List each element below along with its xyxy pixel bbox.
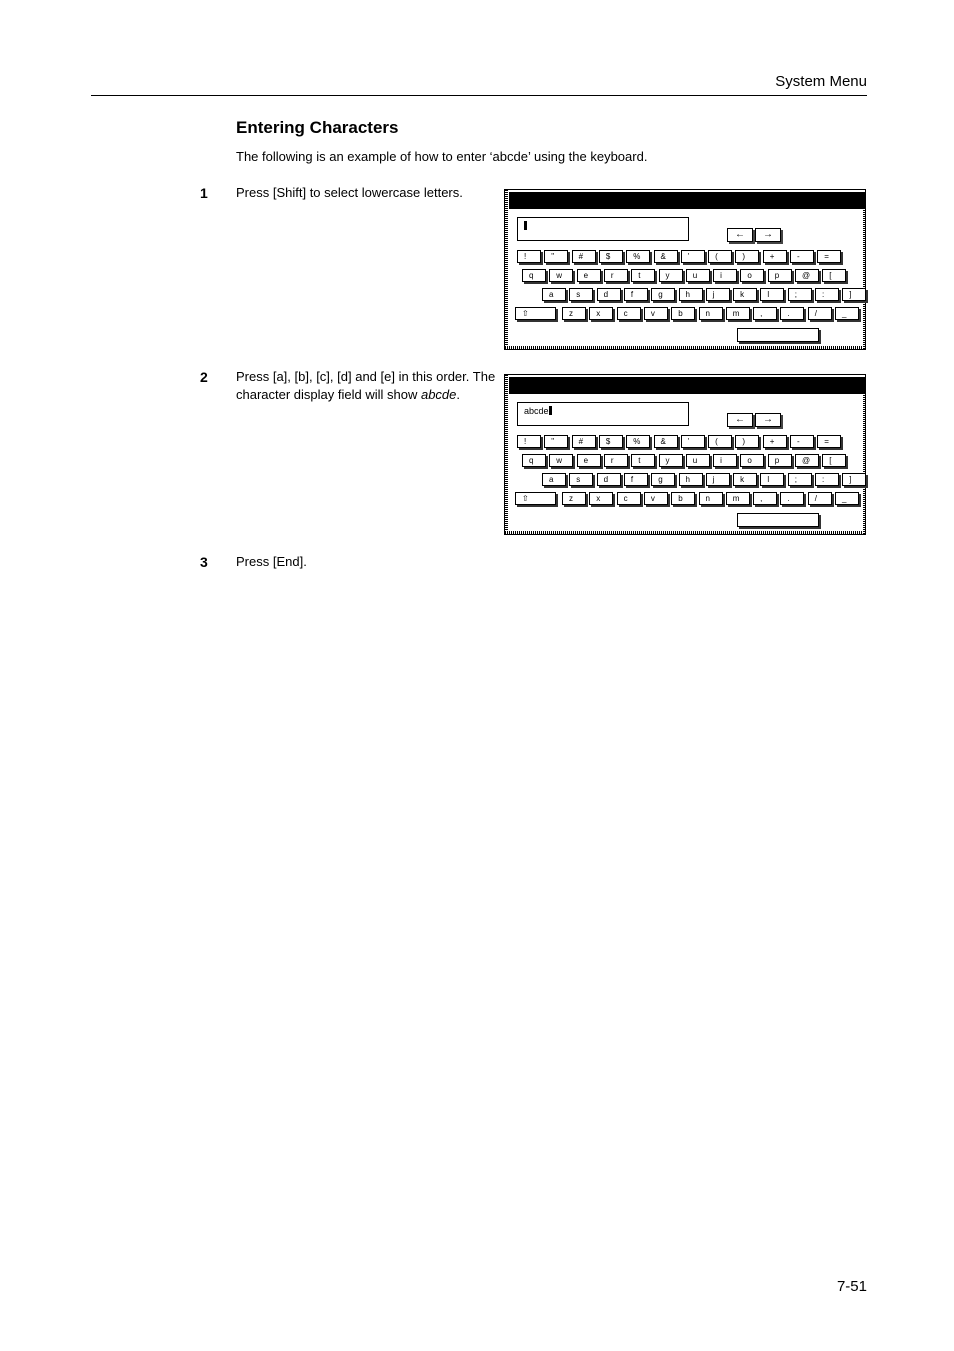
step-3-text: Press [End]. bbox=[236, 554, 307, 569]
keyboard-key[interactable]: p bbox=[768, 269, 792, 282]
keyboard-key[interactable]: n bbox=[699, 307, 723, 320]
keyboard-key[interactable]: r bbox=[604, 269, 628, 282]
keyboard-key[interactable]: & bbox=[654, 435, 678, 448]
keyboard-key[interactable]: b bbox=[671, 307, 695, 320]
keyboard-key[interactable]: _ bbox=[835, 307, 859, 320]
keyboard-key[interactable]: & bbox=[654, 250, 678, 263]
keyboard-key[interactable]: m bbox=[726, 307, 750, 320]
keyboard-key[interactable]: x bbox=[589, 307, 613, 320]
keyboard-key[interactable]: e bbox=[577, 454, 601, 467]
keyboard-key[interactable]: , bbox=[753, 492, 777, 505]
step-2-number: 2 bbox=[200, 369, 208, 385]
step-2-text bbox=[236, 368, 498, 404]
keyboard-key[interactable]: b bbox=[671, 492, 695, 505]
end-button[interactable] bbox=[737, 328, 819, 342]
keyboard-key[interactable]: [ bbox=[822, 269, 846, 282]
screen-title-bar bbox=[509, 192, 865, 209]
keyboard-key[interactable]: $ bbox=[599, 435, 623, 448]
keyboard-key[interactable]: d bbox=[597, 288, 621, 301]
keyboard-key[interactable]: % bbox=[626, 250, 650, 263]
page-header-title: System Menu bbox=[775, 73, 867, 90]
keyboard-key[interactable]: - bbox=[790, 250, 814, 263]
keyboard-key[interactable]: " bbox=[544, 250, 568, 263]
keyboard-key[interactable]: o bbox=[740, 269, 764, 282]
screen-title-bar bbox=[509, 377, 865, 394]
keyboard-key[interactable]: , bbox=[753, 307, 777, 320]
keyboard-key[interactable]: ; bbox=[788, 473, 812, 486]
keyboard-key[interactable]: : bbox=[815, 473, 839, 486]
keyboard-key[interactable]: = bbox=[817, 435, 841, 448]
keyboard-key[interactable]: ] bbox=[842, 473, 866, 486]
keyboard-key[interactable]: . bbox=[780, 492, 804, 505]
keyboard-key[interactable]: t bbox=[631, 454, 655, 467]
step-1-text: Press [Shift] to select lowercase letters. bbox=[236, 185, 463, 200]
character-display-field[interactable] bbox=[517, 402, 689, 426]
keyboard-key[interactable]: i bbox=[713, 269, 737, 282]
page-number: 7-51 bbox=[836, 1278, 867, 1295]
cursor-right-button[interactable]: → bbox=[755, 413, 781, 427]
keyboard-key[interactable]: h bbox=[679, 288, 703, 301]
keyboard-key[interactable]: / bbox=[808, 307, 832, 320]
keyboard-key[interactable]: c bbox=[617, 307, 641, 320]
shift-key[interactable]: ⇧ bbox=[515, 307, 556, 320]
keyboard-key[interactable]: @ bbox=[795, 454, 819, 467]
keyboard-key[interactable]: w bbox=[549, 454, 573, 467]
keyboard-key[interactable]: [ bbox=[822, 454, 846, 467]
keyboard-key[interactable]: # bbox=[572, 250, 596, 263]
keyboard-key[interactable]: " bbox=[544, 435, 568, 448]
keyboard-key[interactable]: l bbox=[760, 473, 784, 486]
keyboard-key[interactable]: ] bbox=[842, 288, 866, 301]
keyboard-key[interactable]: z bbox=[562, 492, 586, 505]
keyboard-key[interactable]: % bbox=[626, 435, 650, 448]
keyboard-key[interactable]: c bbox=[617, 492, 641, 505]
keyboard-key[interactable]: y bbox=[659, 269, 683, 282]
keyboard-key[interactable]: a bbox=[542, 288, 566, 301]
keyboard-key[interactable]: # bbox=[572, 435, 596, 448]
screen-border-dotted bbox=[505, 531, 865, 534]
keyboard-key[interactable]: + bbox=[763, 435, 787, 448]
keyboard-key[interactable]: u bbox=[686, 454, 710, 467]
keyboard-key[interactable]: d bbox=[597, 473, 621, 486]
keyboard-key[interactable]: y bbox=[659, 454, 683, 467]
end-button[interactable] bbox=[737, 513, 819, 527]
keyboard-screen-2 bbox=[504, 374, 866, 535]
keyboard-key[interactable]: t bbox=[631, 269, 655, 282]
keyboard-key[interactable]: n bbox=[699, 492, 723, 505]
keyboard-key[interactable]: m bbox=[726, 492, 750, 505]
screen-border-dotted bbox=[505, 375, 508, 534]
keyboard-key[interactable]: v bbox=[644, 307, 668, 320]
keyboard-key[interactable]: s bbox=[569, 288, 593, 301]
section-title: Entering Characters bbox=[236, 118, 399, 137]
keyboard-key[interactable]: f bbox=[624, 288, 648, 301]
keyboard-key[interactable]: $ bbox=[599, 250, 623, 263]
keyboard-key[interactable]: ) bbox=[735, 250, 759, 263]
keyboard-key[interactable]: ! bbox=[517, 250, 541, 263]
keyboard-key[interactable]: u bbox=[686, 269, 710, 282]
keyboard-key[interactable]: : bbox=[815, 288, 839, 301]
cursor-left-button[interactable]: ← bbox=[727, 413, 753, 427]
keyboard-key[interactable]: j bbox=[706, 288, 730, 301]
keyboard-key[interactable]: . bbox=[780, 307, 804, 320]
screen-border-dotted bbox=[505, 346, 865, 349]
step-2-text-main: Press [a], [b], [c], [d] and [e] in this order. The character display field will show bbox=[236, 369, 496, 402]
keyboard-key[interactable]: ; bbox=[788, 288, 812, 301]
keyboard-key[interactable]: g bbox=[651, 288, 675, 301]
keyboard-key[interactable]: ' bbox=[681, 435, 705, 448]
cursor-right-button[interactable]: → bbox=[755, 228, 781, 242]
keyboard-key[interactable]: z bbox=[562, 307, 586, 320]
header-rule bbox=[91, 95, 867, 96]
text-cursor bbox=[549, 406, 552, 415]
keyboard-key[interactable]: = bbox=[817, 250, 841, 263]
screen-border-dotted bbox=[863, 394, 865, 534]
keyboard-key[interactable]: k bbox=[733, 473, 757, 486]
keyboard-key[interactable]: v bbox=[644, 492, 668, 505]
keyboard-screen-1 bbox=[504, 189, 866, 350]
step-2-text-emphasis: abcde bbox=[420, 387, 457, 402]
keyboard-key[interactable]: l bbox=[760, 288, 784, 301]
keyboard-key[interactable]: ) bbox=[735, 435, 759, 448]
keyboard-key[interactable]: r bbox=[604, 454, 628, 467]
keyboard-key[interactable]: - bbox=[790, 435, 814, 448]
keyboard-key[interactable]: x bbox=[589, 492, 613, 505]
keyboard-key[interactable]: + bbox=[763, 250, 787, 263]
keyboard-key[interactable]: e bbox=[577, 269, 601, 282]
keyboard-key[interactable]: a bbox=[542, 473, 566, 486]
keyboard-key[interactable]: / bbox=[808, 492, 832, 505]
text-cursor bbox=[524, 221, 527, 230]
keyboard-key[interactable]: ! bbox=[517, 435, 541, 448]
keyboard-key[interactable]: ( bbox=[708, 435, 732, 448]
keyboard-key[interactable]: @ bbox=[795, 269, 819, 282]
keyboard-key[interactable]: q bbox=[522, 454, 546, 467]
section-intro: The following is an example of how to enter ‘abcde’ using the keyboard. bbox=[236, 149, 648, 164]
keyboard-key[interactable]: ' bbox=[681, 250, 705, 263]
step-1-number: 1 bbox=[200, 185, 208, 201]
screen-border-dotted bbox=[505, 190, 508, 349]
keyboard-key[interactable]: p bbox=[768, 454, 792, 467]
keyboard-key[interactable]: j bbox=[706, 473, 730, 486]
cursor-left-button[interactable]: ← bbox=[727, 228, 753, 242]
keyboard-key[interactable]: i bbox=[713, 454, 737, 467]
keyboard-key[interactable]: w bbox=[549, 269, 573, 282]
step-3-number: 3 bbox=[200, 554, 208, 570]
keyboard-key[interactable]: ( bbox=[708, 250, 732, 263]
step-2-text-end: . bbox=[456, 387, 461, 402]
character-display-field[interactable] bbox=[517, 217, 689, 241]
screen-border-dotted bbox=[863, 209, 865, 349]
keyboard-key[interactable]: h bbox=[679, 473, 703, 486]
keyboard-key[interactable]: o bbox=[740, 454, 764, 467]
display-text: abcde bbox=[524, 406, 549, 416]
keyboard-key[interactable]: k bbox=[733, 288, 757, 301]
keyboard-key[interactable]: f bbox=[624, 473, 648, 486]
keyboard-key[interactable]: _ bbox=[835, 492, 859, 505]
keyboard-key[interactable]: q bbox=[522, 269, 546, 282]
shift-key[interactable]: ⇧ bbox=[515, 492, 556, 505]
keyboard-key[interactable]: s bbox=[569, 473, 593, 486]
keyboard-key[interactable]: g bbox=[651, 473, 675, 486]
